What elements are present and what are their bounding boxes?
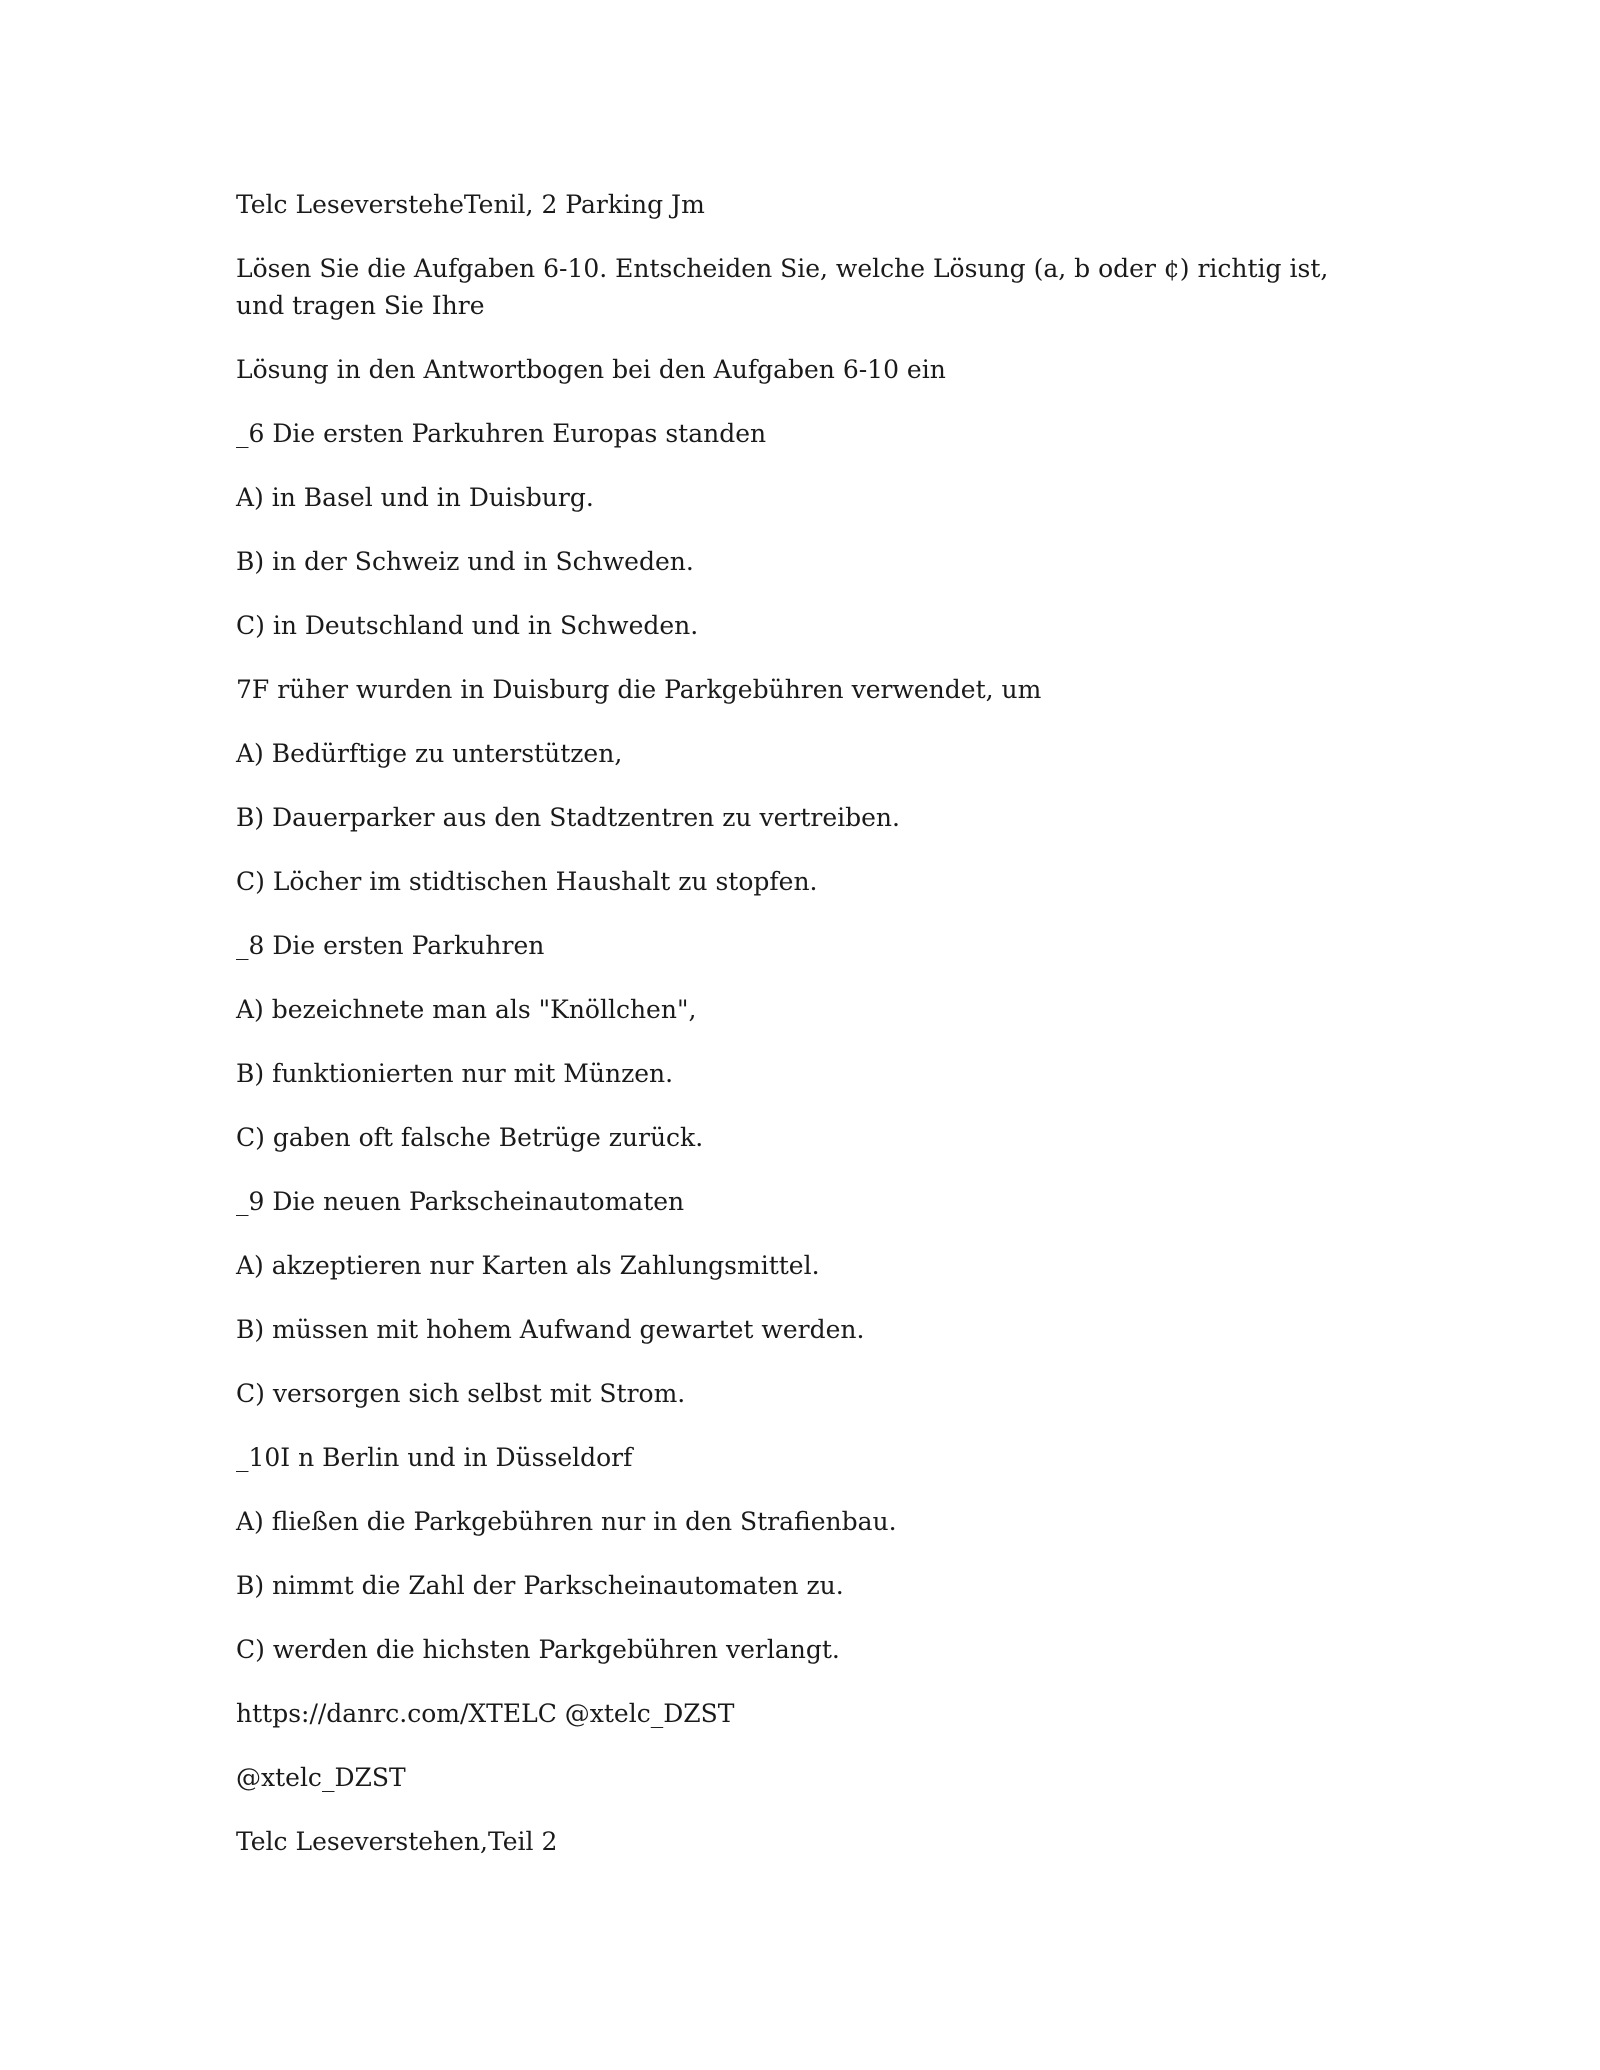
question-10-option-c: C) werden die hichsten Parkgebühren verlangt. — [236, 1635, 840, 1664]
question-6-option-b: B) in der Schweiz und in Schweden. — [236, 547, 694, 576]
question-9-prompt: _9 Die neuen Parkscheinautomaten — [236, 1187, 685, 1216]
question-7-option-b: B) Dauerparker aus den Stadtzentren zu vertreiben. — [236, 803, 900, 832]
document-heading: Telc LeseversteheTenil, 2 Parking Jm — [236, 190, 705, 219]
document-body — [236, 186, 1366, 1887]
footer-handle: @xtelc_DZST — [236, 1763, 406, 1792]
question-8-option-a: A) bezeichnete man als "Knöllchen", — [236, 995, 697, 1024]
question-8-option-c: C) gaben oft falsche Betrüge zurück. — [236, 1123, 704, 1152]
question-9-option-c: C) versorgen sich selbst mit Strom. — [236, 1379, 686, 1408]
instructions-paragraph: Lösen Sie die Aufgaben 6-10. Entscheiden Sie, welche Lösung (a, b oder ¢) richtig ist, und tragen Sie Ihre — [236, 254, 1329, 320]
question-7-prompt: 7F rüher wurden in Duisburg die Parkgebühren verwendet, um — [236, 675, 1042, 704]
question-6-prompt: _6 Die ersten Parkuhren Europas standen — [236, 419, 767, 448]
question-7-option-c: C) Löcher im stidtischen Haushalt zu stopfen. — [236, 867, 818, 896]
question-10-prompt: _10I n Berlin und in Düsseldorf — [236, 1443, 633, 1472]
instructions-continuation: Lösung in den Antwortbogen bei den Aufgaben 6-10 ein — [236, 355, 946, 384]
question-7-option-a: A) Bedürftige zu unterstützen, — [236, 739, 623, 768]
question-6-option-c: C) in Deutschland und in Schweden. — [236, 611, 699, 640]
footer-link-text: https://danrc.com/XTELC @xtelc_DZST — [236, 1699, 735, 1728]
question-6-option-a: A) in Basel und in Duisburg. — [236, 483, 594, 512]
question-10-option-b: B) nimmt die Zahl der Parkscheinautomaten zu. — [236, 1571, 844, 1600]
question-10-option-a: A) fließen die Parkgebühren nur in den Strafienbau. — [236, 1507, 897, 1536]
question-9-option-b: B) müssen mit hohem Aufwand gewartet werden. — [236, 1315, 865, 1344]
footer-title: Telc Leseverstehen,Teil 2 — [236, 1827, 558, 1856]
question-9-option-a: A) akzeptieren nur Karten als Zahlungsmittel. — [236, 1251, 820, 1280]
question-8-option-b: B) funktionierten nur mit Münzen. — [236, 1059, 674, 1088]
question-8-prompt: _8 Die ersten Parkuhren — [236, 931, 545, 960]
